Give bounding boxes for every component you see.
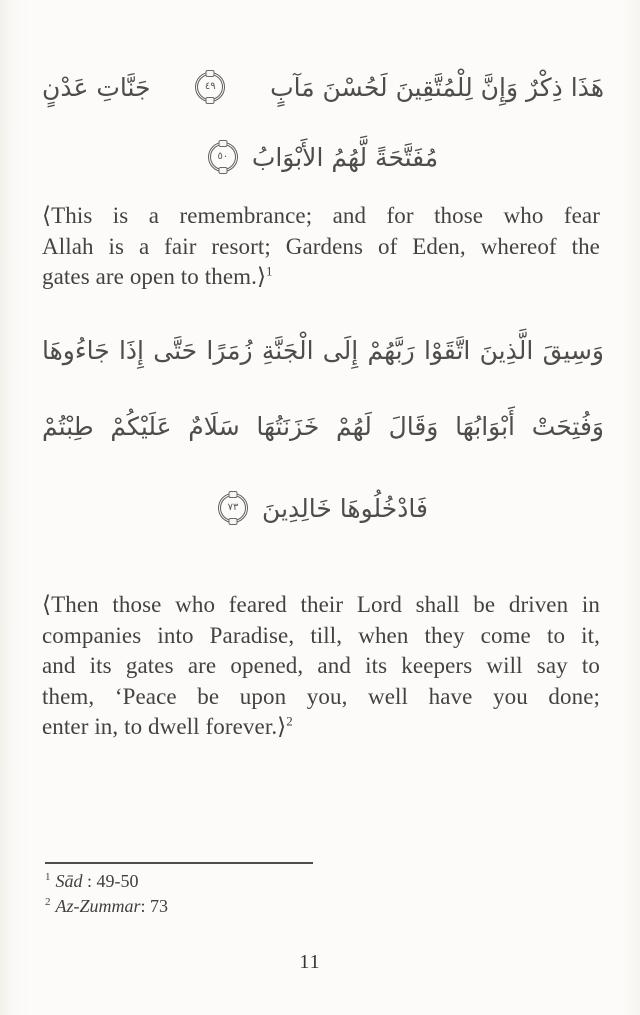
footnote-reference-1: 1 [266, 263, 273, 279]
quran-verse-arabic-sad49-line [42, 54, 604, 120]
quran-verse-arabic-zumar73-line2: وَفُتِحَتْ أَبْوَابُهَا وَقَالَ لَهُمْ خَزَنَتُهَا سَلَامٌ عَلَيْكُمْ طِبْتُمْ [42, 412, 604, 441]
page-number: 11 [299, 951, 321, 973]
translation-line: gates are open to them.⟩$^1$ [42, 263, 273, 289]
footnote-number: 2 [45, 896, 51, 908]
footnote-locus: : 73 [140, 896, 169, 916]
quran-verse-arabic-zumar73-line1: وَسِيقَ الَّذِينَ اتَّقَوْا رَبَّهُمْ إِلَى الْجَنَّةِ زُمَرًا حَتَّى إِذَا جَاءُوهَا [42, 336, 604, 365]
arabic-verse-text: هَذَا ذِكْرٌ وَإِنَّ لِلْمُتَّقِينَ لَحُسْنَ مَآبٍ [270, 72, 604, 102]
footnote-locus: : 49-50 [82, 871, 139, 891]
ayah-number: ٧٣ [227, 502, 239, 513]
footnote-1 [45, 871, 139, 892]
arabic-verse-text: مُفَتَّحَةً لَّهُمُ الأَبْوَابُ [251, 142, 439, 172]
ayah-number: ٤٩ [204, 81, 216, 92]
footnote-2 [45, 896, 168, 917]
translation-line: Allah is a fair resort; Gardens of Eden, whereof the [42, 233, 600, 259]
ayah-end-marker-50 [208, 142, 238, 172]
translation-paragraph-zumar [42, 590, 600, 743]
ayah-end-marker-49 [195, 72, 225, 102]
translation-line: companies into Paradise, till, when they come to it, [42, 622, 600, 648]
footnote-reference-2: 2 [286, 713, 293, 729]
footnote-divider [45, 862, 313, 864]
footnote-source: Az-Zummar [55, 896, 141, 916]
ayah-end-marker-73 [218, 493, 248, 523]
translation-line: and its gates are opened, and its keepers will say to [42, 653, 600, 678]
quran-verse-arabic-sad50-line [42, 127, 604, 187]
translation-line: them, ‘Peace be upon you, well have you done; [42, 683, 600, 709]
translation-line: ⟨Then those who feared their Lord shall be driven in [42, 592, 600, 617]
translation-line: enter in, to dwell forever.⟩$^2$ [42, 713, 293, 739]
arabic-verse-text: فَادْخُلُوهَا خَالِدِينَ [262, 493, 428, 523]
footnote-number: 1 [45, 871, 51, 883]
footnote-source: Sād [55, 871, 83, 891]
translation-paragraph-sad [42, 201, 600, 293]
arabic-verse-text: جَنَّاتِ عَدْنٍ [42, 72, 151, 102]
ayah-number: ٥٠ [217, 151, 229, 162]
quran-verse-arabic-zumar73-line3 [42, 478, 604, 538]
translation-line: ⟨This is a remembrance; and for those who fear [42, 203, 600, 228]
